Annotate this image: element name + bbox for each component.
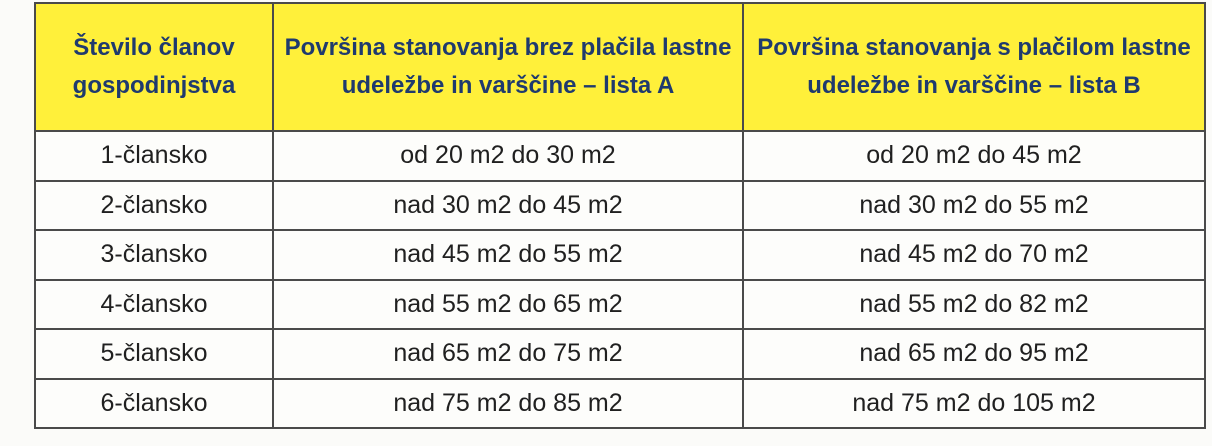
table-row [35, 329, 1205, 379]
household-size-cell: 3-člansko [35, 230, 273, 280]
table-header-row [35, 3, 1205, 131]
housing-area-table [34, 2, 1206, 429]
household-size-cell: 4-člansko [35, 280, 273, 330]
table-row [35, 230, 1205, 280]
header-household-members: Število članov gospodinjstva [35, 3, 273, 131]
list-a-cell: nad 45 m2 do 55 m2 [273, 230, 743, 280]
list-b-cell: od 20 m2 do 45 m2 [743, 131, 1205, 181]
list-b-cell: nad 30 m2 do 55 m2 [743, 181, 1205, 231]
household-size-cell: 1-člansko [35, 131, 273, 181]
table-row [35, 280, 1205, 330]
household-size-cell: 5-člansko [35, 329, 273, 379]
list-b-cell: nad 75 m2 do 105 m2 [743, 379, 1205, 429]
header-list-a: Površina stanovanja brez plačila lastne udeležbe in varščine – lista A [273, 3, 743, 131]
list-b-cell: nad 45 m2 do 70 m2 [743, 230, 1205, 280]
list-a-cell: nad 55 m2 do 65 m2 [273, 280, 743, 330]
list-a-cell: nad 65 m2 do 75 m2 [273, 329, 743, 379]
household-size-cell: 2-člansko [35, 181, 273, 231]
table-row [35, 131, 1205, 181]
list-a-cell: od 20 m2 do 30 m2 [273, 131, 743, 181]
list-b-cell: nad 55 m2 do 82 m2 [743, 280, 1205, 330]
table-row [35, 181, 1205, 231]
list-a-cell: nad 75 m2 do 85 m2 [273, 379, 743, 429]
list-a-cell: nad 30 m2 do 45 m2 [273, 181, 743, 231]
table-row [35, 379, 1205, 429]
list-b-cell: nad 65 m2 do 95 m2 [743, 329, 1205, 379]
household-size-cell: 6-člansko [35, 379, 273, 429]
header-list-b: Površina stanovanja s plačilom lastne udeležbe in varščine – lista B [743, 3, 1205, 131]
